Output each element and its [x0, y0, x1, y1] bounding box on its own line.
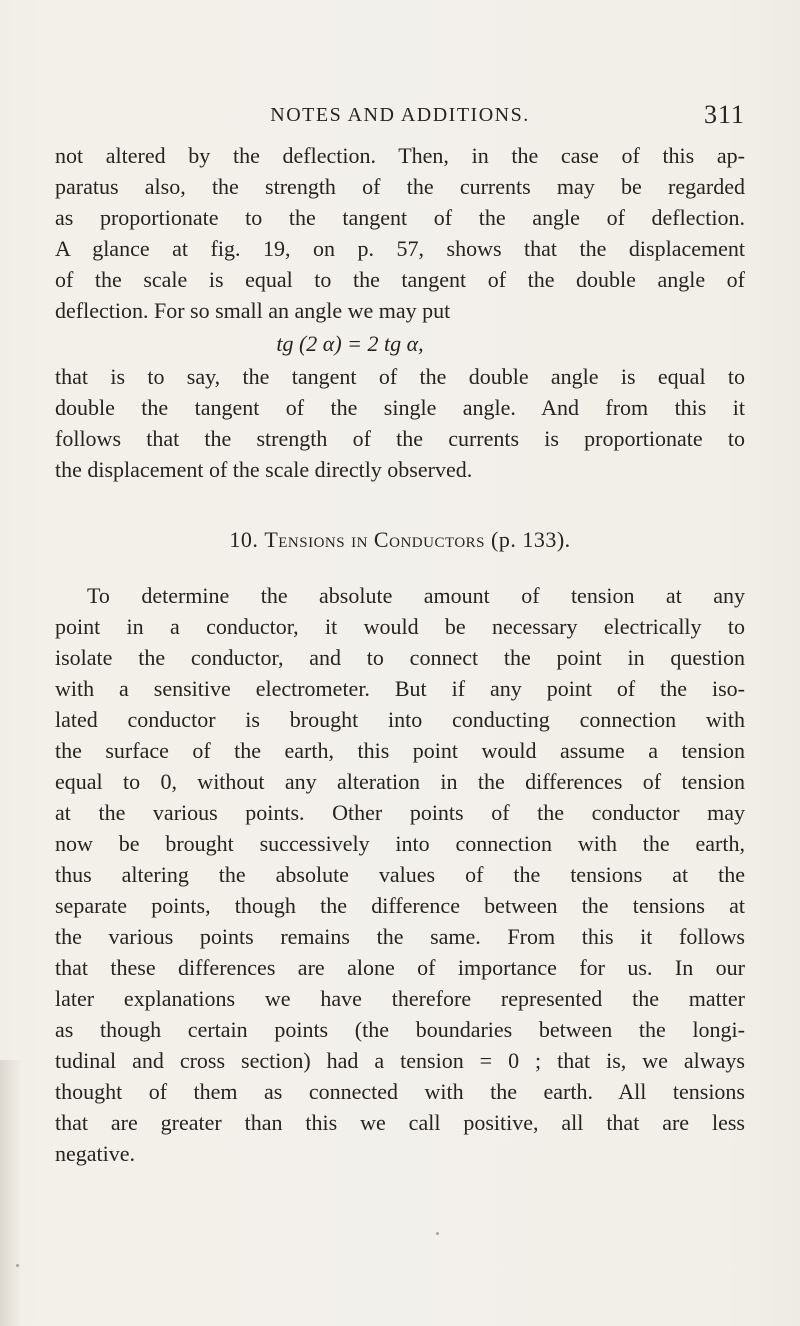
- page-edge-shadow: [0, 1060, 22, 1326]
- text-line: separate points, though the difference between the tensions at: [55, 893, 745, 918]
- section-number: 10.: [229, 527, 259, 552]
- body-text: [55, 140, 745, 1169]
- text-line: paratus also, the strength of the currents may be regarded: [55, 174, 745, 199]
- section-title: Tensions in Conductors: [264, 527, 486, 552]
- text-line: A glance at fig. 19, on p. 57, shows that the displacement: [55, 236, 745, 261]
- text-line: lated conductor is brought into conducting connection with: [55, 707, 745, 732]
- text-line: equal to 0, without any alteration in the differences of tension: [55, 769, 745, 794]
- text-line: that is to say, the tangent of the double angle is equal to: [55, 364, 745, 389]
- text-line: with a sensitive electrometer. But if any point of the iso-: [55, 676, 745, 701]
- text-line: of the scale is equal to the tangent of the double angle of: [55, 267, 745, 292]
- text-line: as though certain points (the boundaries between the longi-: [55, 1017, 745, 1042]
- text-line: isolate the conductor, and to connect the point in question: [55, 645, 745, 670]
- running-head: [55, 96, 745, 132]
- text-line: the various points remains the same. From this it follows: [55, 924, 745, 949]
- text-line: now be brought successively into connection with the earth,: [55, 831, 745, 856]
- section-reference: (p. 133).: [491, 527, 571, 552]
- paragraph-2: [55, 361, 745, 485]
- paper-speck: [16, 1264, 19, 1267]
- text-line: later explanations we have therefore represented the matter: [55, 986, 745, 1011]
- running-title: NOTES AND ADDITIONS.: [270, 104, 530, 126]
- text-line: that these differences are alone of importance for us. In our: [55, 955, 745, 980]
- text-line: thought of them as connected with the earth. All tensions: [55, 1079, 745, 1104]
- text-line: To determine the absolute amount of tension at any: [87, 583, 745, 608]
- paragraph-3: [55, 580, 745, 1169]
- text-line: thus altering the absolute values of the tensions at the: [55, 862, 745, 887]
- paragraph-1: [55, 140, 745, 326]
- text-line: not altered by the deflection. Then, in the case of this ap-: [55, 143, 745, 168]
- text-line: as proportionate to the tangent of the angle of deflection.: [55, 205, 745, 230]
- page-number: 311: [703, 100, 745, 129]
- text-line: negative.: [55, 1141, 136, 1166]
- text-line: that are greater than this we call positive, all that are less: [55, 1110, 745, 1135]
- text-line: the surface of the earth, this point would assume a tension: [55, 738, 745, 763]
- text-line: follows that the strength of the currents is proportionate to: [55, 426, 745, 451]
- text-line: tudinal and cross section) had a tension = 0 ; that is, we always: [55, 1048, 745, 1073]
- text-line: the displacement of the scale directly observed.: [55, 457, 473, 482]
- text-line: double the tangent of the single angle. And from this it: [55, 395, 745, 420]
- paper-speck: [436, 1232, 439, 1235]
- text-line: point in a conductor, it would be necessary electrically to: [55, 614, 745, 639]
- section-heading: [55, 524, 745, 555]
- text-line: deflection. For so small an angle we may put: [55, 298, 451, 323]
- text-line: at the various points. Other points of the conductor may: [55, 800, 745, 825]
- formula: tg (2 α) = 2 tg α,: [276, 331, 424, 356]
